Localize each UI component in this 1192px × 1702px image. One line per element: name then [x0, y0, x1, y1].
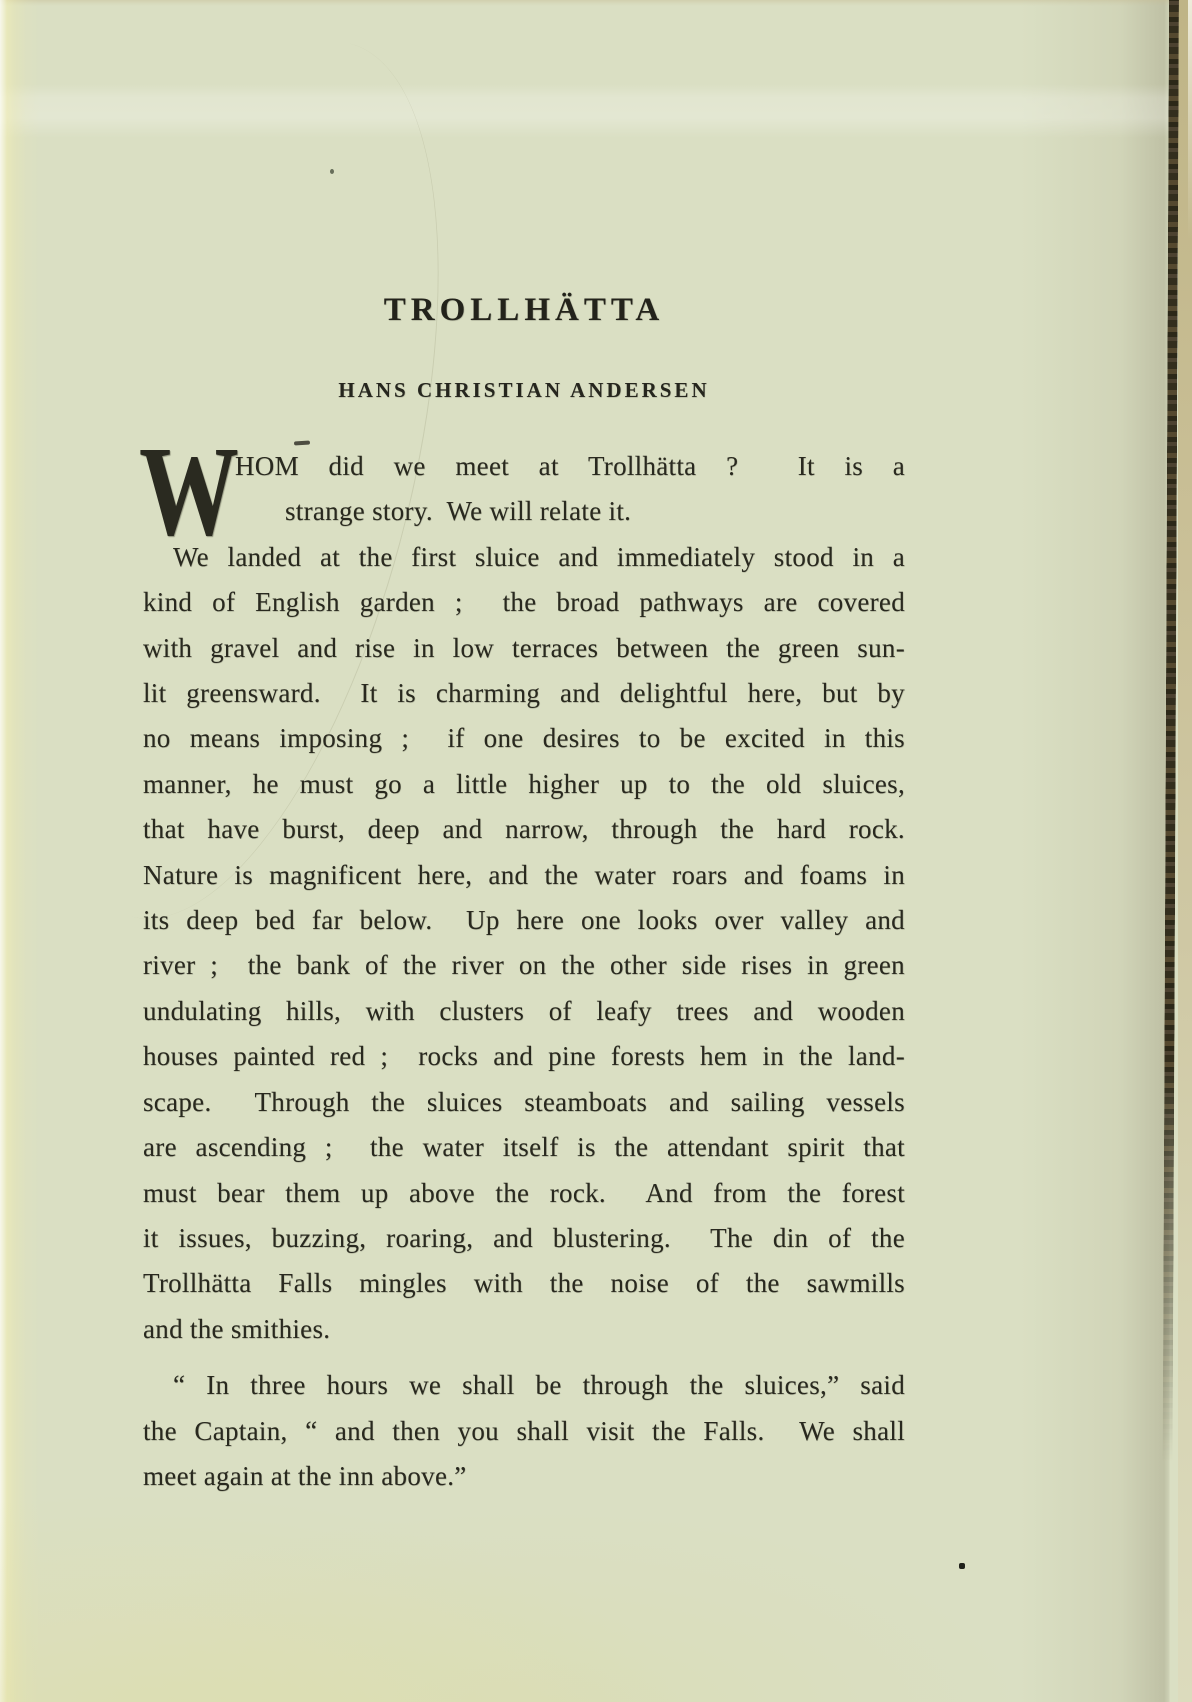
- ink-speck: [959, 1563, 965, 1569]
- page-edge-shadow-line: [1163, 0, 1179, 1476]
- text-line: strange story. We will relate it.: [285, 496, 632, 527]
- drop-cap-letter: W: [139, 420, 239, 562]
- book-edge-strip: [1178, 0, 1192, 1702]
- text-line: Trollhätta Falls mingles with the noise of the sawmills: [143, 1268, 905, 1299]
- text-line: are ascending ; the water itself is the attendant spirit that: [143, 1132, 905, 1163]
- text-line: lit greensward. It is charming and delightful here, but by: [143, 678, 905, 709]
- text-line: manner, he must go a little higher up to the old sluices,: [143, 768, 905, 799]
- text-line: no means imposing ; if one desires to be excited in this: [143, 723, 905, 754]
- text-line: and the smithies.: [143, 1313, 331, 1344]
- text-line: that have burst, deep and narrow, through the hard rock.: [143, 814, 905, 845]
- text-line: the Captain, “ and then you shall visit the Falls. We shall: [143, 1415, 905, 1446]
- paragraph-3: [143, 1363, 905, 1499]
- text-line: HOM did we meet at Trollhätta ? It is a: [235, 451, 905, 481]
- text-line: “ In three hours we shall be through the sluices,” said: [173, 1370, 905, 1401]
- text-line: river ; the bank of the river on the other side rises in green: [143, 950, 905, 981]
- text-line: scape. Through the sluices steamboats and sailing vessels: [143, 1086, 905, 1117]
- text-line: its deep bed far below. Up here one looks over valley and: [143, 905, 905, 936]
- paragraph-2: [143, 535, 905, 1352]
- text-line: with gravel and rise in low terraces between the green sun-: [143, 632, 905, 663]
- text-line: Nature is magnificent here, and the water roars and foams in: [143, 859, 905, 890]
- body-text-block: [143, 444, 905, 1499]
- author-byline: HANS CHRISTIAN ANDERSEN: [338, 378, 710, 402]
- text-line: meet again at the inn above.”: [143, 1460, 467, 1491]
- text-line: it issues, buzzing, roaring, and blustering. The din of the: [143, 1222, 905, 1253]
- opening-paragraph: [143, 444, 905, 535]
- dust-speck: [330, 169, 334, 174]
- text-line: houses painted red ; rocks and pine forests hem in the land-: [143, 1041, 905, 1072]
- text-line: kind of English garden ; the broad pathways are covered: [143, 587, 905, 618]
- book-edge-highlight: [1188, 0, 1192, 240]
- text-line: undulating hills, with clusters of leafy trees and wooden: [143, 995, 905, 1026]
- text-line: We landed at the first sluice and immediately stood in a: [173, 541, 905, 572]
- text-line: must bear them up above the rock. And from the forest: [143, 1177, 905, 1208]
- page-title: TROLLHÄTTA: [383, 292, 665, 328]
